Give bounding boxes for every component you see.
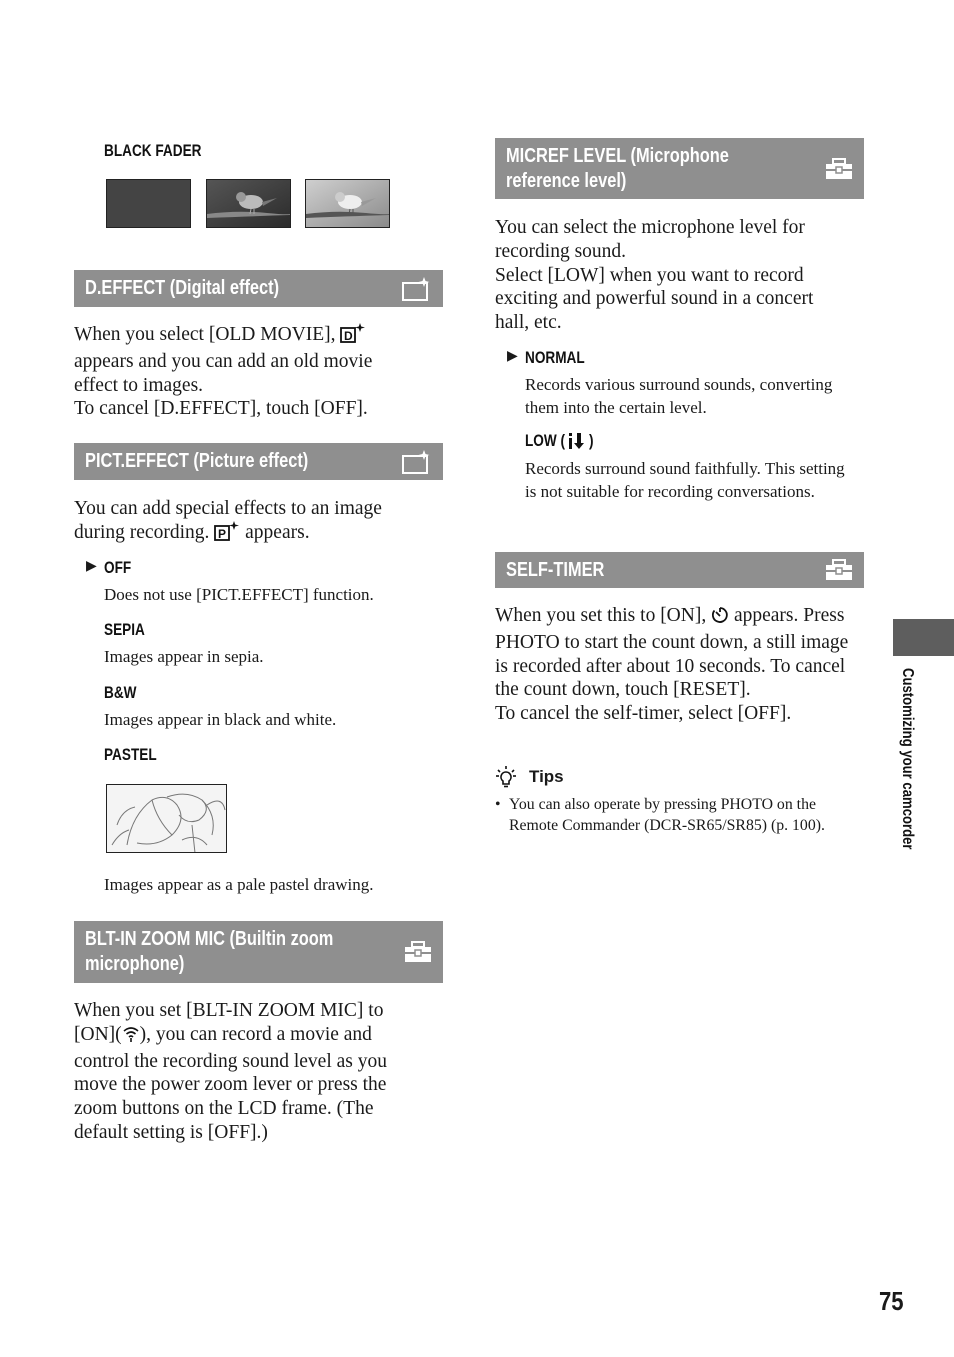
- option-low-label: [525, 431, 594, 451]
- camera-effect-icon: [401, 275, 433, 308]
- zoom-mic-text-a: When you set [BLT-IN ZOOM MIC] to [ON](: [74, 1000, 384, 1045]
- zoom-mic-text-b: ), you can record a movie and control the recording sound level as you move the power zoom lever or press the zoom buttons on the LCD frame. (The default setting is [OFF].): [74, 1023, 387, 1143]
- option-pastel-desc: Images appear as a pale pastel drawing.: [104, 875, 374, 894]
- d-effect-text-1b: appears and you can add an old movie effect to images.: [74, 350, 373, 396]
- self-timer-body: [495, 604, 857, 726]
- option-normal-desc: Records various surround sounds, converting them into the certain level.: [525, 375, 833, 417]
- pict-effect-heading: PICT.EFFECT (Picture effect): [85, 450, 309, 472]
- micref-text-1: You can select the microphone level for recording sound.: [495, 217, 805, 262]
- self-timer-text-1a: When you set this to [ON],: [495, 605, 707, 626]
- micref-body: [495, 216, 847, 335]
- tips-item: [495, 794, 847, 836]
- zoom-mic-icon: [122, 1025, 140, 1050]
- d-effect-text-1a: When you select [OLD MOVIE],: [74, 324, 336, 345]
- toolbox-icon: [403, 938, 433, 971]
- page-number: 75: [879, 1286, 904, 1316]
- self-timer-heading-bar: [495, 552, 864, 588]
- bird-image: [305, 179, 390, 228]
- chapter-side-label-text: Customizing your camcorder: [899, 668, 916, 850]
- chapter-tab: [893, 619, 954, 656]
- svg-text:D: D: [344, 329, 354, 343]
- d-effect-text-2: To cancel [D.EFFECT], touch [OFF].: [74, 398, 368, 420]
- default-marker-icon: ▶: [507, 349, 518, 364]
- pict-effect-intro-a: You can add special effects to an image during recording.: [74, 498, 382, 543]
- option-off-desc: Does not use [PICT.EFFECT] function.: [104, 585, 374, 604]
- pict-effect-intro-b: appears.: [245, 521, 310, 543]
- self-timer-heading: SELF-TIMER: [506, 559, 605, 581]
- option-low-label-b: ): [589, 431, 594, 450]
- micref-heading-line2: reference level): [506, 170, 627, 192]
- option-bw-label: B&W: [104, 683, 137, 702]
- toolbox-icon: [824, 556, 854, 589]
- pict-effect-intro: [74, 497, 419, 548]
- mic-low-icon: [568, 431, 586, 456]
- zoom-mic-body: [74, 999, 424, 1145]
- lightbulb-icon: [495, 765, 517, 794]
- tips-item-text: You can also operate by pressing PHOTO on the Remote Commander (DCR-SR65/SR85) (p. 100).: [509, 796, 825, 834]
- micref-heading-bar: [495, 138, 864, 199]
- old-movie-icon: [340, 323, 366, 350]
- option-normal-label: NORMAL: [525, 348, 585, 367]
- self-timer-text-1b: appears. Press PHOTO to start the count down, a still image is recorded after about 10 seconds. To cancel the count down, touch [RESET].: [495, 605, 849, 701]
- zoom-mic-heading-line2: microphone): [85, 953, 185, 975]
- black-frame-image: [106, 179, 191, 228]
- picture-effect-icon: [214, 521, 240, 548]
- option-bw-desc: Images appear in black and white.: [104, 710, 337, 729]
- toolbox-icon: [824, 155, 854, 188]
- bird-image-fading: [206, 179, 291, 228]
- pict-effect-heading-bar: [74, 443, 443, 480]
- black-fader-heading: BLACK FADER: [104, 141, 202, 160]
- option-sepia-label: SEPIA: [104, 620, 145, 639]
- option-low-desc: Records surround sound faithfully. This setting is not suitable for recording conversations.: [525, 459, 845, 501]
- d-effect-body: [74, 323, 419, 421]
- chapter-side-label: [897, 668, 917, 878]
- camera-effect-icon: [401, 448, 433, 481]
- self-timer-text-2: To cancel the self-timer, select [OFF].: [495, 703, 792, 725]
- pastel-flower-image: [106, 784, 227, 853]
- bullet: •: [495, 796, 501, 813]
- default-marker-icon: ▶: [86, 559, 97, 574]
- zoom-mic-heading-bar: [74, 921, 443, 983]
- option-low-label-a: LOW (: [525, 431, 566, 450]
- micref-text-2: Select [LOW] when you want to record exciting and powerful sound in a concert hall, etc.: [495, 264, 814, 334]
- tips-heading: Tips: [529, 767, 564, 786]
- self-timer-icon: [711, 606, 729, 631]
- option-sepia-desc: Images appear in sepia.: [104, 647, 264, 666]
- micref-heading-line1: MICREF LEVEL (Microphone: [506, 145, 729, 167]
- zoom-mic-heading-line1: BLT-IN ZOOM MIC (Builtin zoom: [85, 928, 334, 950]
- tips-list: [495, 794, 847, 836]
- option-off-label: OFF: [104, 558, 132, 577]
- option-pastel-label: PASTEL: [104, 745, 157, 764]
- d-effect-heading-bar: [74, 270, 443, 307]
- d-effect-heading: D.EFFECT (Digital effect): [85, 277, 280, 299]
- svg-text:P: P: [218, 526, 227, 541]
